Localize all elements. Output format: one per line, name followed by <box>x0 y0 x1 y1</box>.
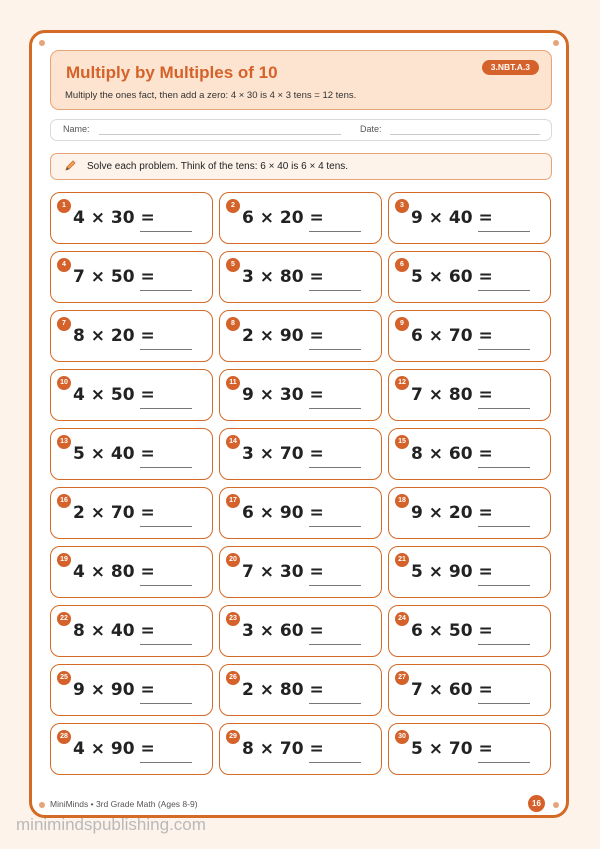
pencil-icon <box>63 159 77 173</box>
problem-card <box>388 251 551 303</box>
problem-card <box>219 369 382 421</box>
corner-dot <box>39 802 45 808</box>
problem-number-badge: 30 <box>395 730 409 744</box>
answer-blank[interactable] <box>478 762 530 763</box>
problem-card <box>219 428 382 480</box>
problem-expression: 9 × 40 = <box>411 208 493 228</box>
problem-expression: 5 × 70 = <box>411 739 493 759</box>
name-field[interactable] <box>99 134 341 135</box>
problem-number-badge: 1 <box>57 199 71 213</box>
problem-number-badge: 16 <box>57 494 71 508</box>
answer-blank[interactable] <box>309 762 361 763</box>
name-label: Name: <box>63 124 90 134</box>
answer-blank[interactable] <box>309 703 361 704</box>
problem-number-badge: 23 <box>226 612 240 626</box>
problem-card <box>219 605 382 657</box>
problem-expression: 5 × 90 = <box>411 562 493 582</box>
problem-card <box>50 487 213 539</box>
corner-dot <box>553 802 559 808</box>
problem-number-badge: 18 <box>395 494 409 508</box>
answer-blank[interactable] <box>478 467 530 468</box>
answer-blank[interactable] <box>309 349 361 350</box>
problem-expression: 3 × 60 = <box>242 621 324 641</box>
problem-number-badge: 3 <box>395 199 409 213</box>
answer-blank[interactable] <box>478 290 530 291</box>
problem-expression: 4 × 50 = <box>73 385 155 405</box>
answer-blank[interactable] <box>309 467 361 468</box>
problem-expression: 2 × 80 = <box>242 680 324 700</box>
problem-number-badge: 25 <box>57 671 71 685</box>
problem-card <box>50 192 213 244</box>
problem-number-badge: 11 <box>226 376 240 390</box>
problem-card <box>219 546 382 598</box>
problem-card <box>50 428 213 480</box>
problem-card <box>50 369 213 421</box>
page-subtitle: Multiply the ones fact, then add a zero: 4 × 30 is 4 × 3 tens = 12 tens. <box>65 90 357 101</box>
problem-expression: 8 × 40 = <box>73 621 155 641</box>
problem-card <box>50 605 213 657</box>
problem-number-badge: 26 <box>226 671 240 685</box>
watermark-text: minimindspublishing.com <box>16 815 206 834</box>
problem-expression: 6 × 90 = <box>242 503 324 523</box>
page-title: Multiply by Multiples of 10 <box>66 63 278 82</box>
problem-expression: 4 × 30 = <box>73 208 155 228</box>
problem-card <box>388 723 551 775</box>
problem-expression: 9 × 30 = <box>242 385 324 405</box>
problem-expression: 7 × 30 = <box>242 562 324 582</box>
problem-number-badge: 8 <box>226 317 240 331</box>
problem-number-badge: 6 <box>395 258 409 272</box>
problem-expression: 8 × 20 = <box>73 326 155 346</box>
answer-blank[interactable] <box>140 585 192 586</box>
instructions-box <box>50 153 552 180</box>
answer-blank[interactable] <box>309 231 361 232</box>
problem-card <box>388 310 551 362</box>
instructions-text: Solve each problem. Think of the tens: 6 × 40 is 6 × 4 tens. <box>87 161 349 172</box>
problem-expression: 7 × 60 = <box>411 680 493 700</box>
problem-card <box>388 546 551 598</box>
problem-card <box>219 664 382 716</box>
problem-expression: 2 × 90 = <box>242 326 324 346</box>
answer-blank[interactable] <box>309 408 361 409</box>
problem-number-badge: 5 <box>226 258 240 272</box>
problem-expression: 6 × 70 = <box>411 326 493 346</box>
problem-number-badge: 28 <box>57 730 71 744</box>
problem-number-badge: 22 <box>57 612 71 626</box>
answer-blank[interactable] <box>309 585 361 586</box>
answer-blank[interactable] <box>478 526 530 527</box>
problem-card <box>219 310 382 362</box>
problem-expression: 9 × 90 = <box>73 680 155 700</box>
problem-card <box>388 428 551 480</box>
problem-number-badge: 10 <box>57 376 71 390</box>
problem-expression: 7 × 80 = <box>411 385 493 405</box>
problem-card <box>388 605 551 657</box>
answer-blank[interactable] <box>478 644 530 645</box>
problem-expression: 4 × 90 = <box>73 739 155 759</box>
date-field[interactable] <box>390 134 540 135</box>
problem-expression: 4 × 80 = <box>73 562 155 582</box>
problem-card <box>388 487 551 539</box>
problem-number-badge: 29 <box>226 730 240 744</box>
answer-blank[interactable] <box>140 526 192 527</box>
problem-number-badge: 4 <box>57 258 71 272</box>
date-label: Date: <box>360 124 382 134</box>
worksheet-header <box>50 50 552 110</box>
page-number: 16 <box>528 795 545 812</box>
problem-expression: 2 × 70 = <box>73 503 155 523</box>
answer-blank[interactable] <box>478 349 530 350</box>
answer-blank[interactable] <box>478 231 530 232</box>
problem-expression: 3 × 70 = <box>242 444 324 464</box>
problem-expression: 8 × 70 = <box>242 739 324 759</box>
problem-number-badge: 17 <box>226 494 240 508</box>
problem-number-badge: 14 <box>226 435 240 449</box>
problem-number-badge: 12 <box>395 376 409 390</box>
problem-card <box>219 192 382 244</box>
problem-expression: 7 × 50 = <box>73 267 155 287</box>
problem-expression: 3 × 80 = <box>242 267 324 287</box>
problem-card <box>388 664 551 716</box>
problem-number-badge: 21 <box>395 553 409 567</box>
problem-number-badge: 20 <box>226 553 240 567</box>
corner-dot <box>553 40 559 46</box>
answer-blank[interactable] <box>478 408 530 409</box>
problem-number-badge: 2 <box>226 199 240 213</box>
problem-number-badge: 24 <box>395 612 409 626</box>
answer-blank[interactable] <box>140 349 192 350</box>
footer-text: MiniMinds • 3rd Grade Math (Ages 8-9) <box>50 799 198 809</box>
problem-expression: 9 × 20 = <box>411 503 493 523</box>
answer-blank[interactable] <box>140 703 192 704</box>
answer-blank[interactable] <box>140 762 192 763</box>
problem-expression: 5 × 60 = <box>411 267 493 287</box>
problem-card <box>219 723 382 775</box>
problem-card <box>50 310 213 362</box>
answer-blank[interactable] <box>140 231 192 232</box>
problem-card <box>388 369 551 421</box>
problem-expression: 6 × 50 = <box>411 621 493 641</box>
answer-blank[interactable] <box>140 408 192 409</box>
answer-blank[interactable] <box>309 526 361 527</box>
problem-card <box>219 251 382 303</box>
student-info-bar <box>50 119 552 141</box>
answer-blank[interactable] <box>140 644 192 645</box>
problem-number-badge: 9 <box>395 317 409 331</box>
problem-number-badge: 7 <box>57 317 71 331</box>
answer-blank[interactable] <box>309 644 361 645</box>
answer-blank[interactable] <box>140 290 192 291</box>
problem-number-badge: 27 <box>395 671 409 685</box>
problem-number-badge: 13 <box>57 435 71 449</box>
problem-card <box>50 546 213 598</box>
problem-expression: 5 × 40 = <box>73 444 155 464</box>
problem-number-badge: 19 <box>57 553 71 567</box>
problem-expression: 8 × 60 = <box>411 444 493 464</box>
answer-blank[interactable] <box>478 703 530 704</box>
problem-number-badge: 15 <box>395 435 409 449</box>
problem-card <box>50 723 213 775</box>
problem-card <box>50 664 213 716</box>
answer-blank[interactable] <box>309 290 361 291</box>
standard-badge: 3.NBT.A.3 <box>482 60 539 75</box>
problem-expression: 6 × 20 = <box>242 208 324 228</box>
answer-blank[interactable] <box>478 585 530 586</box>
problem-card <box>219 487 382 539</box>
problem-card <box>388 192 551 244</box>
answer-blank[interactable] <box>140 467 192 468</box>
corner-dot <box>39 40 45 46</box>
problem-card <box>50 251 213 303</box>
worksheet-page <box>29 30 569 818</box>
